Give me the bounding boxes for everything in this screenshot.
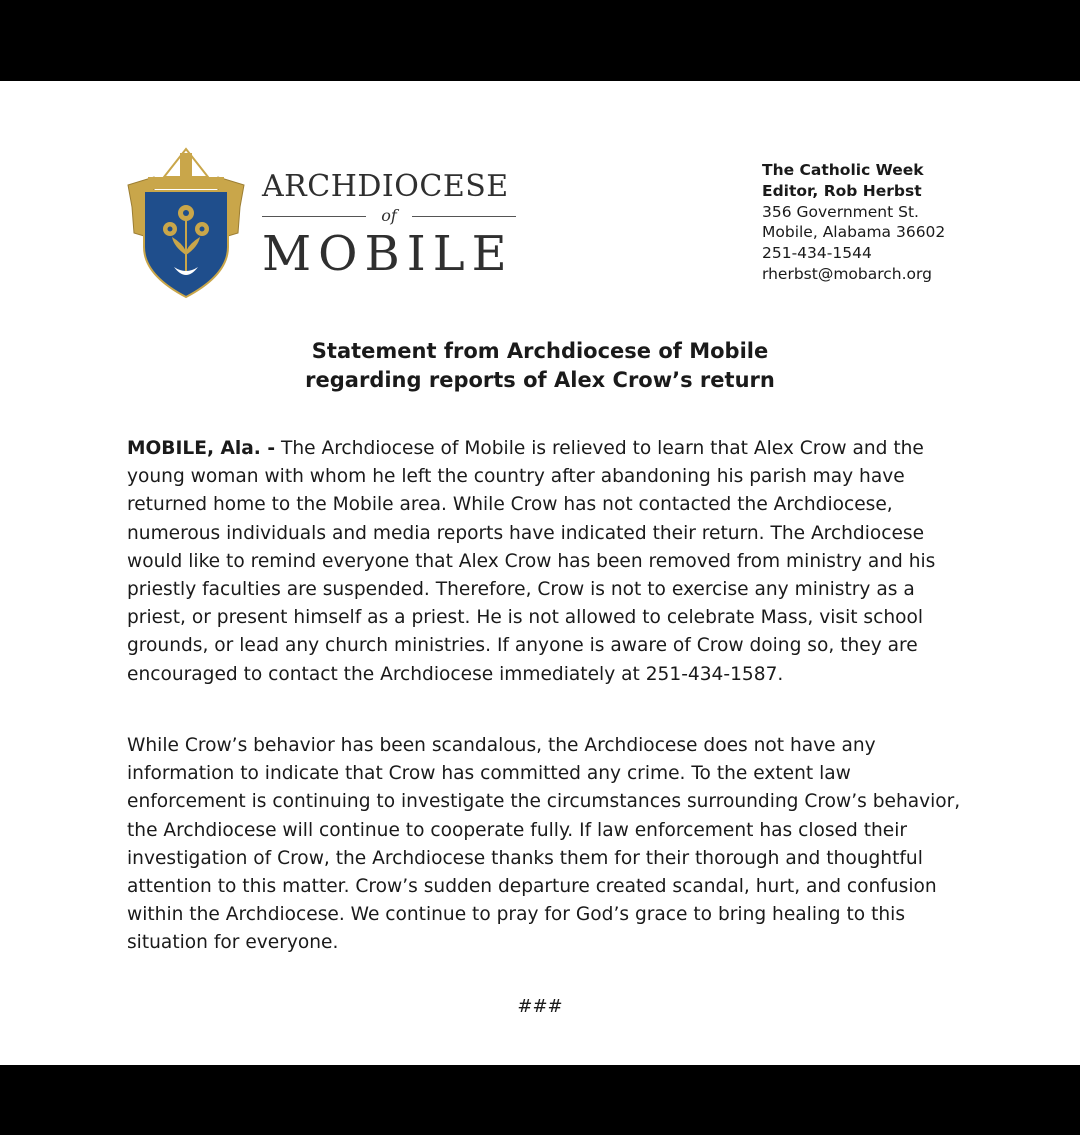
document-page [0,81,1080,1065]
title-line-1: Statement from Archdiocese of Mobile [311,339,769,363]
contact-phone: 251-434-1544 [762,244,872,263]
wordmark-line-of: of [381,206,397,225]
archdiocese-wordmark [262,167,516,281]
wordmark-line-mobile: MOBILE [262,226,514,282]
contact-street: 356 Government St. [762,202,919,221]
archdiocese-crest-logo [126,147,246,299]
paragraph-1-text: The Archdiocese of Mobile is relieved to learn that Alex Crow and the young woman with whom he left the country after abandoning his parish may have returned home to the Mobile area. While Crow has not contacted the Archdiocese, numerous individuals and media reports have indicated their return. The Archdiocese would like to remind everyone that Alex Crow has been removed from ministry and his priestly faculties are suspended. Therefore, Crow is not to exercise any ministry as a priest, or present himself as a priest. He is not allowed to celebrate Mass, visit school grounds, or lead any church ministries. If anyone is aware of Crow doing so, they are encouraged to contact the Archdiocese immediately at 251-434-1587. [127,438,936,685]
contact-block [762,160,945,285]
contact-email: rherbst@mobarch.org [762,264,932,283]
statement-title [0,337,1080,395]
statement-paragraph-2: While Crow’s behavior has been scandalous, the Archdiocese does not have any information to indicate that Crow has committed any crime. To the extent law enforcement is continuing to investigate the circumstances surrounding Crow’s behavior, the Archdiocese will continue to cooperate fully. If law enforcement has closed their investigation of Crow, the Archdiocese thanks them for their thorough and thoughtful attention to this matter. Crow’s sudden departure created scandal, hurt, and confusion within the Archdiocese. We continue to pray for God’s grace to bring healing to this situation for everyone. [127,735,961,954]
contact-publication: The Catholic Week [762,161,924,179]
contact-city: Mobile, Alabama 36602 [762,223,946,242]
contact-editor: Editor, Rob Herbst [762,181,922,200]
mitre-shield-icon [126,147,246,299]
wordmark-line-archdiocese: ARCHDIOCESE [262,169,509,204]
wordmark-of-divider [262,207,516,227]
divider-rule-right [412,216,516,217]
statement-paragraph-1 [127,435,967,689]
end-mark: ### [517,996,563,1017]
dateline: MOBILE, Ala. - [127,438,276,459]
title-line-2: regarding reports of Alex Crow’s return [305,368,775,392]
